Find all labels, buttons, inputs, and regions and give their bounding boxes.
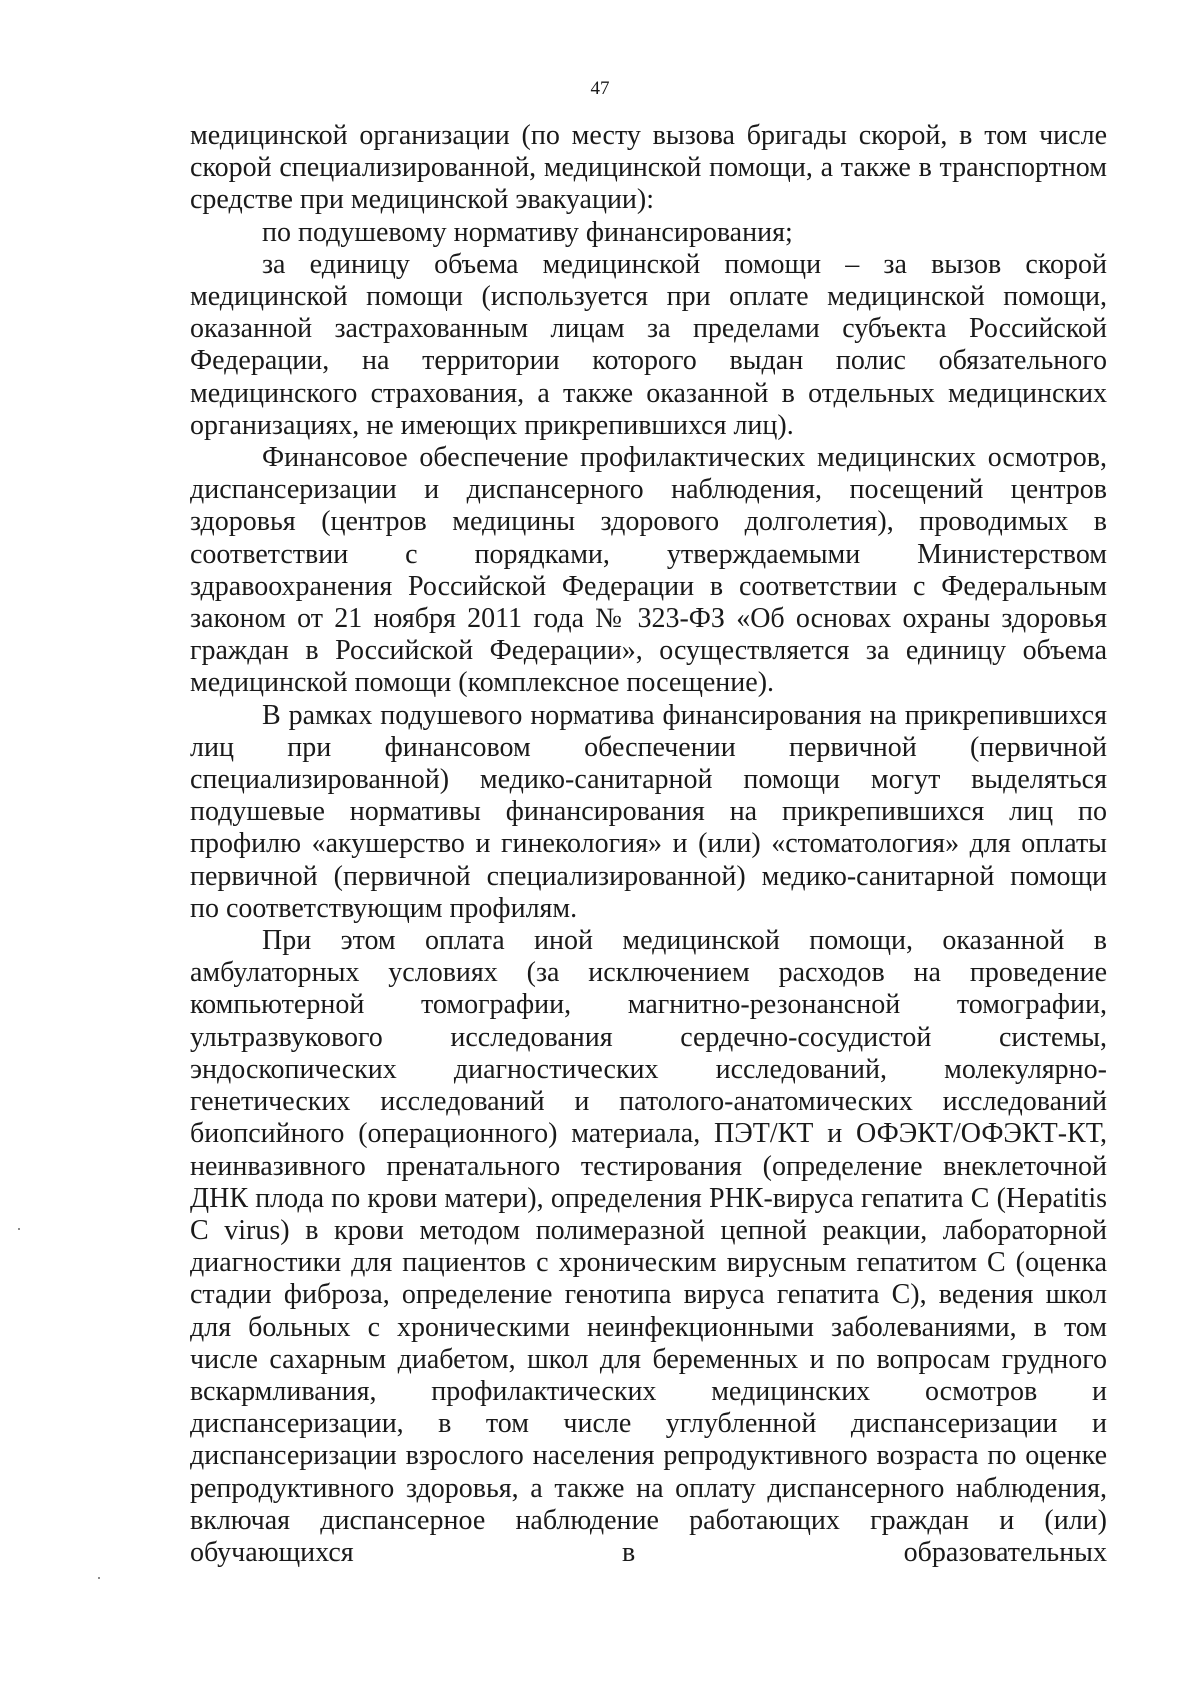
scan-speck bbox=[18, 1228, 20, 1230]
paragraph: по подушевому нормативу финансирования; bbox=[262, 216, 793, 248]
paragraph: медицинской организации (по месту вызова бригады скорой, в том числе скорой специализированной, медицинской помощи, а также в транспортном средстве при медицинской эвакуации): bbox=[190, 120, 1107, 216]
document-body bbox=[190, 120, 1107, 1569]
page-number: 47 bbox=[590, 78, 610, 99]
paragraph: В рамках подушевого норматива финансирования на прикрепившихся лиц при финансовом обеспечении первичной (первичной специализированной) медико-санитарной помощи могут выделяться подушевые нормативы финансирования на прикрепившихся лиц по профилю «акушерство и гинекология» и (или) «стоматология» для оплаты первичной (первичной специализированной) медико-санитарной помощи по соответствующим профилям. bbox=[190, 699, 1107, 924]
paragraph: Финансовое обеспечение профилактических медицинских осмотров, диспансеризации и диспансерного наблюдения, посещений центров здоровья (центров медицины здорового долголетия), проводимых в соответствии с порядками, утверждаемыми Министерством здравоохранения Российской Федерации в соответствии с Федеральным законом от 21 ноября 2011 года № 323-ФЗ «Об основах охраны здоровья граждан в Российской Федерации», осуществляется за единицу объема медицинской помощи (комплексное посещение). bbox=[190, 442, 1107, 699]
scan-speck bbox=[98, 1577, 100, 1579]
paragraph: При этом оплата иной медицинской помощи, оказанной в амбулаторных условиях (за исключением расходов на проведение компьютерной томографии, магнитно-резонансной томографии, ультразвукового исследования сердечно-сосудистой системы, эндоскопических диагностических исследований, молекулярно-генетических исследований и патолого-анатомических исследований биопсийного (операционного) материала, ПЭТ/КТ и ОФЭКТ/ОФЭКТ-КТ, неинвазивного пренатального тестирования (определение внеклеточной ДНК плода по крови матери), определения РНК-вируса гепатита С (Hepatitis C virus) в крови методом полимеразной цепной реакции, лабораторной диагностики для пациентов с хроническим вирусным гепатитом С (оценка стадии фиброза, определение генотипа вируса гепатита С), ведения школ для больных с хроническими неинфекционными заболеваниями, в том числе сахарным диабетом, школ для беременных и по вопросам грудного вскармливания, профилактических медицинских осмотров и диспансеризации, в том числе углубленной диспансеризации и диспансеризации взрослого населения репродуктивного возраста по оценке репродуктивного здоровья, а также на оплату диспансерного наблюдения, включая диспансерное наблюдение работающих граждан и (или) обучающихся в образовательных bbox=[190, 925, 1107, 1568]
paragraph: за единицу объема медицинской помощи – за вызов скорой медицинской помощи (используется при оплате медицинской помощи, оказанной застрахованным лицам за пределами субъекта Российской Федерации, на территории которого выдан полис обязательного медицинского страхования, а также оказанной в отдельных медицинских организациях, не имеющих прикрепившихся лиц). bbox=[190, 248, 1107, 441]
